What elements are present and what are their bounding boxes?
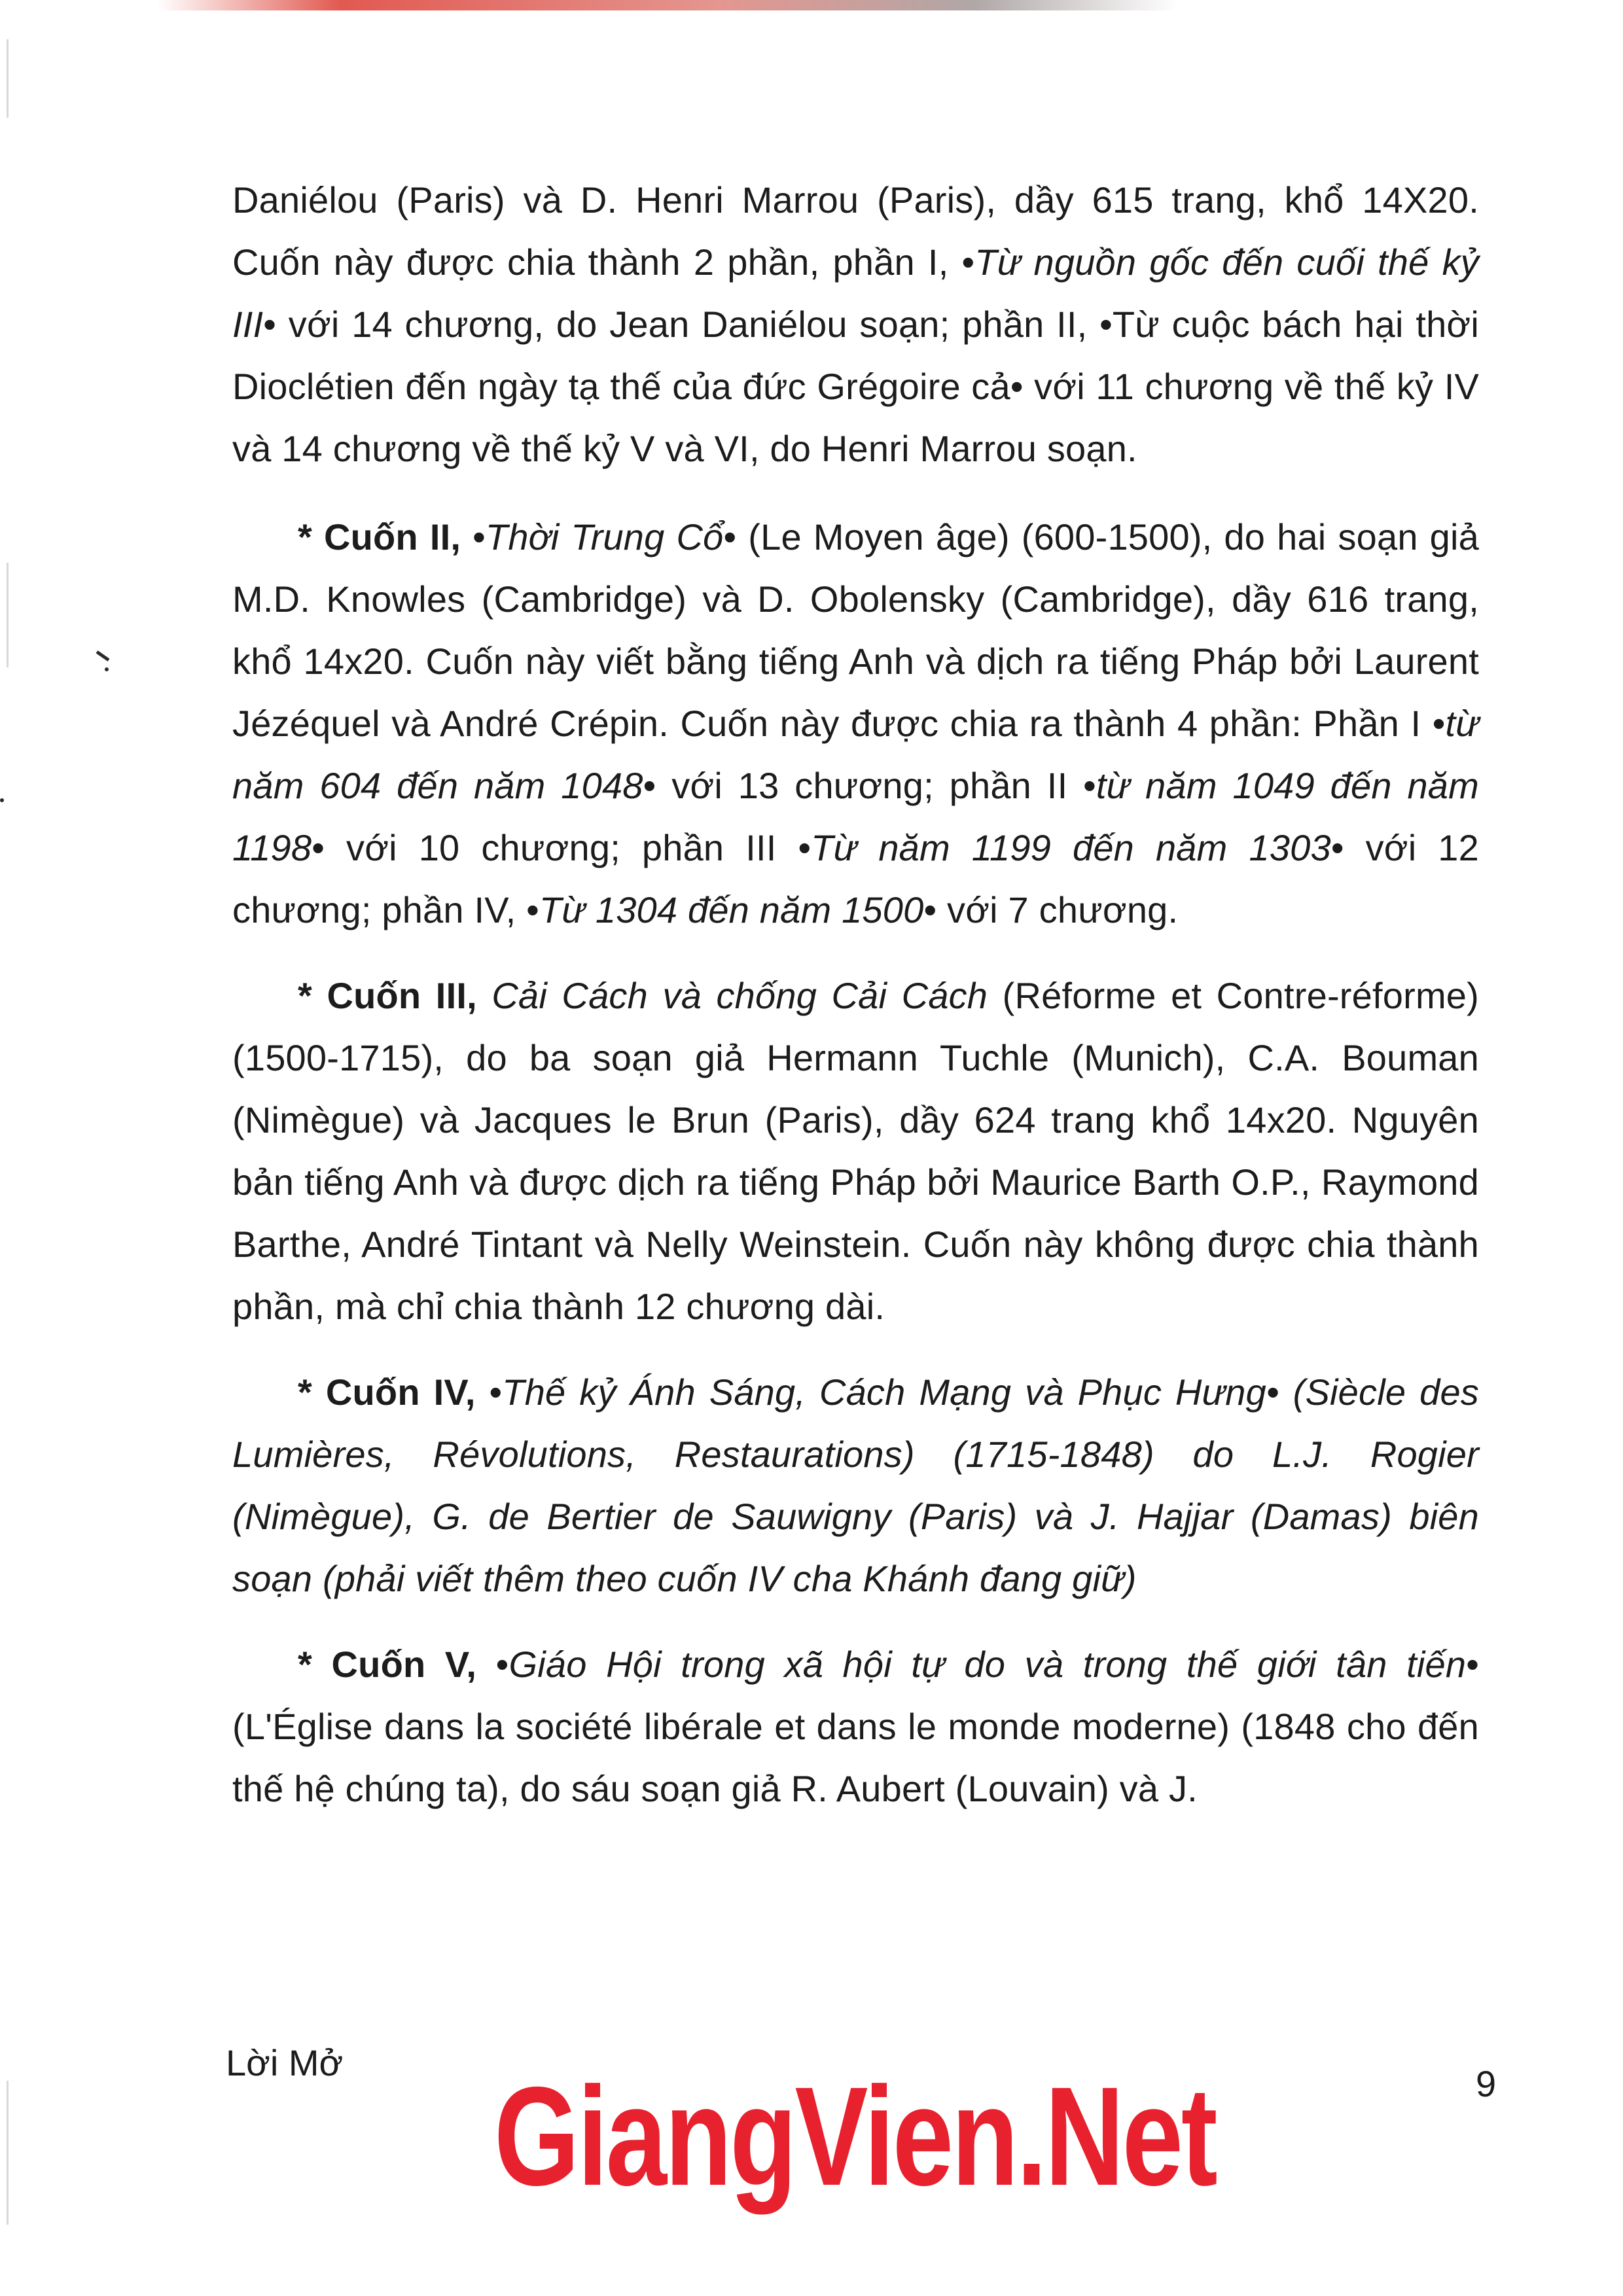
text-segment: • với 14 chương, do Jean Daniélou soạn; phần II, •Từ cuộc bách hại thời Dioclétien đến ngày tạ thế của đức Grégoire cả• với 11 chương về thế kỷ IV và 14 chương về thế kỷ V và VI, do Henri Marrou soạn. [232,304,1479,469]
scan-speck [96,650,110,662]
text-segment: (Réforme et Contre-réforme) (1500-1715), do ba soạn giả Hermann Tuchle (Munich), C.A. Bouman (Nimègue) và Jacques le Brun (Paris), dầy 624 trang khổ 14x20. Nguyên bản tiếng Anh và được dịch ra tiếng Pháp bởi Maurice Barth O.P., Raymond Barthe, André Tintant và Nelly Weinstein. Cuốn này không được chia thành phần, mà chỉ chia thành 12 chương dài. [232,975,1479,1327]
scan-margin-line [7,2081,9,2225]
document-body [232,169,1479,1843]
text-segment: * Cuốn II, [298,516,473,557]
paragraph-volume-3 [232,964,1479,1337]
page-number: 9 [1476,2063,1497,2104]
text-segment: Cải Cách và chống Cải Cách [491,975,988,1016]
paragraph-volume-4 [232,1361,1479,1610]
text-segment: • (Le Moyen âge) (600-1500), do hai soạn giả M.D. Knowles (Cambridge) và D. Obolensky (Cambridge), dầy 616 trang, khổ 14x20. Cuốn này viết bằng tiếng Anh và dịch ra tiếng Pháp bởi Laurent Jézéquel và André Crépin. Cuốn này được chia ra thành 4 phần: Phần I • [232,516,1479,744]
text-segment: • [495,1644,509,1685]
text-segment: • với 12 chương; phần IV, • [232,827,1479,930]
text-segment: * Cuốn IV, [298,1371,490,1413]
paragraph-volume-1-continued [232,169,1479,480]
text-segment: Từ 1304 đến năm 1500 [539,889,924,930]
paragraph-volume-5 [232,1633,1479,1820]
watermark-logo: GiangVien.Net [494,2057,1216,2215]
text-segment: • [489,1371,503,1413]
scan-color-strip [157,0,1178,10]
text-segment: * Cuốn III, [298,975,492,1016]
text-segment: từ năm 1049 đến năm 1198 [232,765,1479,868]
scan-margin-line [7,563,9,667]
text-segment: từ năm 604 đến năm 1048 [232,703,1479,806]
scan-speck [105,667,109,671]
text-segment: • với 10 chương; phần III • [312,827,812,868]
text-segment: Daniélou (Paris) và D. Henri Marrou (Paris), dầy 615 trang, khổ 14X20. Cuốn này được chia thành 2 phần, phần I, • [232,179,1479,283]
paragraph-volume-2 [232,506,1479,941]
scan-margin-line [7,39,9,118]
text-segment: • (L'Église dans la société libérale et dans le monde moderne) (1848 cho đến thế hệ chúng ta), do sáu soạn giả R. Aubert (Louvain) và J. [232,1644,1479,1809]
running-footer-section: Lời Mở [226,2042,344,2083]
text-segment: Giáo Hội trong xã hội tự do và trong thế giới tân tiến [508,1644,1467,1685]
text-segment: Từ nguồn gốc đến cuối thế kỷ III [232,241,1479,345]
scan-speck [0,798,4,802]
text-segment: • với 7 chương. [923,889,1179,930]
text-segment: Thế kỷ Ánh Sáng, Cách Mạng và Phục Hưng• (Siècle des Lumières, Révolutions, Restaurations) (1715-1848) do L.J. Rogier (Nimègue), G. de Bertier de Sauwigny (Paris) và J. Hajjar (Damas) biên soạn (phải viết thêm theo cuốn IV cha Khánh đang giữ) [232,1371,1479,1599]
text-segment: Thời Trung Cổ [485,516,724,557]
text-segment: Từ năm 1199 đến năm 1303 [811,827,1331,868]
text-segment: • với 13 chương; phần II • [643,765,1096,806]
text-segment: * Cuốn V, [298,1644,496,1685]
text-segment: • [473,516,486,557]
